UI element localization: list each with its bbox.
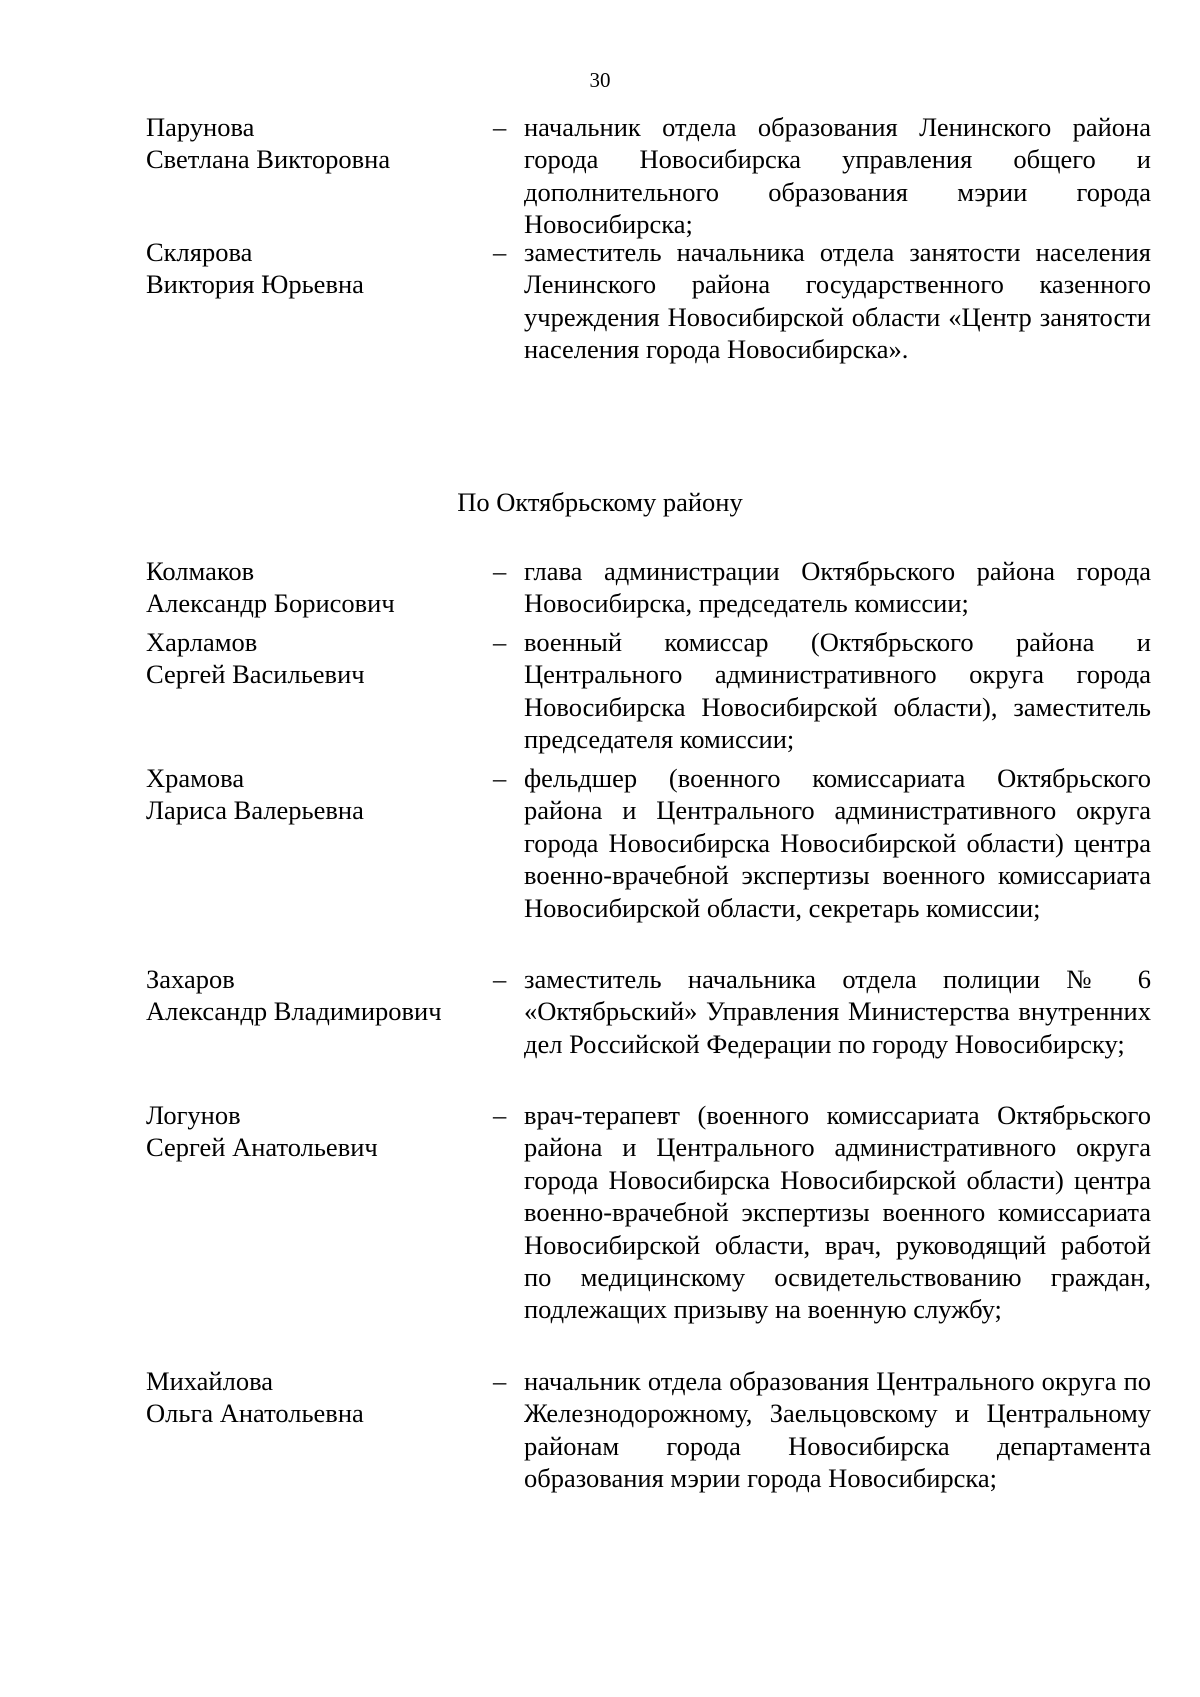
list-item [0, 626, 1200, 762]
member-surname: Логунов [146, 1100, 241, 1130]
member-role: заместитель начальника отдела полиции № 6 «Октябрьский» Управления Министерства внутренних дел Российской Федерации по городу Новосибирску; [524, 964, 1151, 1059]
member-name [146, 963, 476, 1028]
member-name [146, 626, 476, 691]
member-name [146, 111, 476, 176]
committee-list-leninsky [0, 111, 1200, 366]
member-given-names: Сергей Анатольевич [146, 1132, 378, 1163]
member-role: начальник отдела образования Центрального округа по Железнодорожному, Заельцовскому и Центральному районам города Новосибирска департамента образования мэрии города Новосибирска; [524, 1366, 1151, 1494]
member-role: заместитель начальника отдела занятости населения Ленинского района государственного казенного учреждения Новосибирской области «Центр занятости населения города Новосибирска». [524, 237, 1151, 365]
dash: – [493, 112, 507, 142]
page-number: 30 [589, 68, 611, 92]
member-surname: Парунова [146, 112, 255, 142]
member-surname: Склярова [146, 237, 253, 267]
member-role: глава администрации Октябрьского района города Новосибирска, председатель комиссии; [524, 556, 1151, 619]
section-heading: По Октябрьскому району [457, 487, 743, 517]
member-surname: Харламов [146, 627, 258, 657]
member-given-names: Ольга Анатольевна [146, 1398, 364, 1429]
member-role: фельдшер (военного комиссариата Октябрьского района и Центрального административного округа города Новосибирска Новосибирской области) центра военно-врачебной экспертизы военного комиссариата Новосибирской области, секретарь комиссии; [524, 763, 1151, 923]
dash: – [493, 237, 507, 267]
member-name [146, 555, 476, 620]
list-item [0, 1365, 1200, 1495]
dash: – [493, 763, 507, 793]
list-item [0, 963, 1200, 1099]
member-role: военный комиссар (Октябрьского района и Центрального административного округа города Новосибирска Новосибирской области), заместитель председателя комиссии; [524, 627, 1151, 755]
member-surname: Храмова [146, 763, 245, 793]
committee-list-oktyabrsky [0, 555, 1200, 1495]
member-given-names: Александр Владимирович [146, 996, 442, 1027]
list-item [0, 236, 1200, 366]
member-name [146, 762, 476, 827]
member-surname: Колмаков [146, 556, 255, 586]
member-given-names: Виктория Юрьевна [146, 269, 364, 300]
member-given-names: Сергей Васильевич [146, 659, 365, 690]
member-name [146, 236, 476, 301]
member-role: врач-терапевт (военного комиссариата Октябрьского района и Центрального административного округа города Новосибирска Новосибирской области) центра военно-врачебной экспертизы военного комиссариата Новосибирской области, врач, руководящий работой по медицинскому освидетельствованию граждан, подлежащих призыву на военную службу; [524, 1100, 1151, 1325]
member-name [146, 1365, 476, 1430]
list-item [0, 555, 1200, 626]
list-item [0, 1099, 1200, 1365]
list-item [0, 762, 1200, 963]
dash: – [493, 1100, 507, 1130]
dash: – [493, 627, 507, 657]
member-given-names: Светлана Викторовна [146, 144, 391, 175]
member-role: начальник отдела образования Ленинского района города Новосибирска управления общего и дополнительного образования мэрии города Новосибирска; [524, 112, 1151, 240]
member-surname: Михайлова [146, 1366, 273, 1396]
member-surname: Захаров [146, 964, 235, 994]
dash: – [493, 964, 507, 994]
dash: – [493, 1366, 507, 1396]
dash: – [493, 556, 507, 586]
member-given-names: Александр Борисович [146, 588, 395, 619]
list-item [0, 111, 1200, 240]
member-given-names: Лариса Валерьевна [146, 795, 364, 826]
member-name [146, 1099, 476, 1164]
